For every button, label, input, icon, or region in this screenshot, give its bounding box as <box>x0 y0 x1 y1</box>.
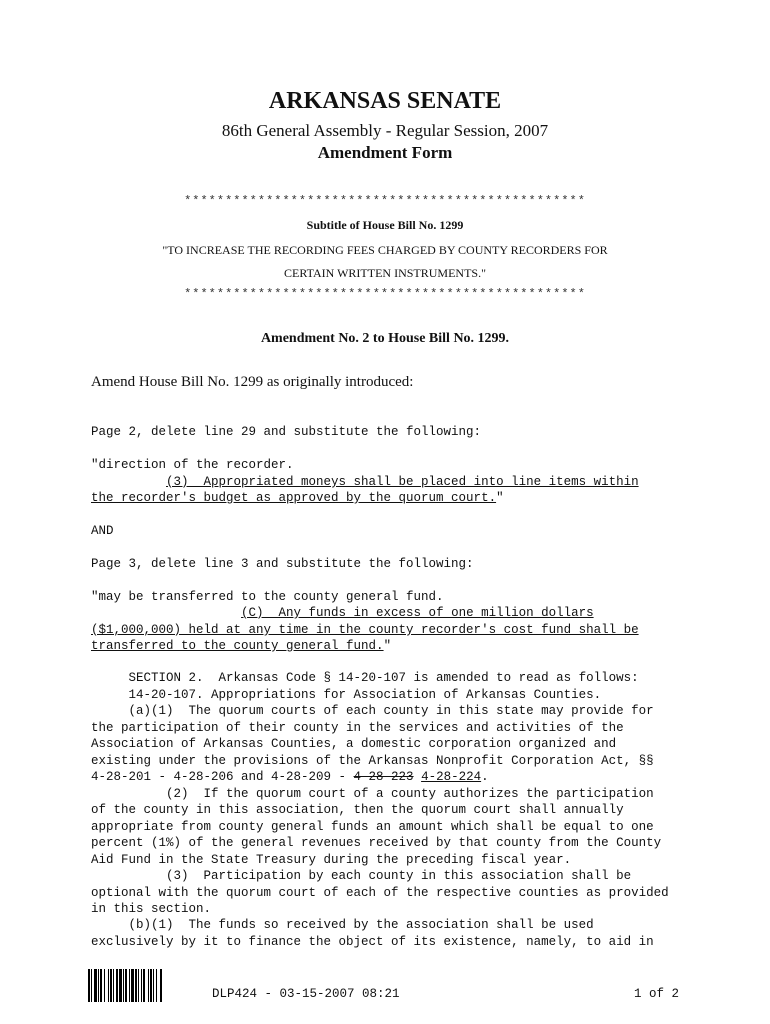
body-line <box>91 606 594 620</box>
amend-intro: Amend House Bill No. 1299 as originally introduced: <box>91 374 414 390</box>
subtitle-line-1: "TO INCREASE THE RECORDING FEES CHARGED BY COUNTY RECORDERS FOR <box>162 243 608 257</box>
deleted-text: 4-28-223 <box>353 770 414 784</box>
session-line: 86th General Assembly - Regular Session, 2007 <box>221 121 549 140</box>
body-line: (3) Participation by each county in this association shall be <box>91 869 632 883</box>
body-line: the participation of their county in the services and activities of the <box>91 721 624 735</box>
body-line: Aid Fund in the State Treasury during the preceding fiscal year. <box>91 853 572 867</box>
body-line: Association of Arkansas Counties, a domestic corporation organized and <box>91 737 617 751</box>
inserted-text: the recorder's budget as approved by the quorum court. <box>91 491 497 505</box>
body-line: SECTION 2. Arkansas Code § 14-20-107 is amended to read as follows: <box>91 671 639 685</box>
body-line: optional with the quorum court of each of the respective counties as provided <box>91 886 669 900</box>
subtitle-text <box>0 239 770 285</box>
body-line: 14-20-107. Appropriations for Association of Arkansas Counties. <box>91 688 602 702</box>
star-divider-bottom: ************************************************* <box>184 287 586 301</box>
inserted-text: (3) Appropriated moneys shall be placed into line items within <box>166 475 639 489</box>
body-line: appropriate from county general funds an amount which shall be equal to one <box>91 820 654 834</box>
body-line: "may be transferred to the county general fund. <box>91 590 444 604</box>
star-divider-top: ************************************************* <box>184 194 586 208</box>
space <box>414 770 422 784</box>
page-number: 1 of 2 <box>634 987 680 1001</box>
amendment-number: Amendment No. 2 to House Bill No. 1299. <box>260 331 510 346</box>
body-line: ($1,000,000) held at any time in the county recorder's cost fund shall be <box>91 623 639 637</box>
indent <box>91 475 166 489</box>
footer-document-code: DLP424 - 03-15-2007 08:21 <box>212 987 400 1001</box>
body-line: AND <box>91 524 114 538</box>
closing-quote: " <box>496 491 504 505</box>
body-line <box>91 475 639 489</box>
body-line: percent (1%) of the general revenues received by that county from the County <box>91 836 662 850</box>
inserted-text: 4-28-224 <box>421 770 482 784</box>
body-line: (2) If the quorum court of a county authorizes the participation <box>91 787 654 801</box>
body-line <box>91 770 489 784</box>
body-line <box>91 491 504 505</box>
subtitle-line-2: CERTAIN WRITTEN INSTRUMENTS." <box>284 266 486 280</box>
closing-quote: " <box>383 639 392 653</box>
period: . <box>481 770 489 784</box>
subtitle-label: Subtitle of House Bill No. 1299 <box>306 218 464 232</box>
indent <box>91 606 241 620</box>
barcode-icon <box>88 969 200 1002</box>
body-line: (a)(1) The quorum courts of each county in this state may provide for <box>91 704 654 718</box>
body-line: of the county in this association, then the quorum court shall annually <box>91 803 624 817</box>
body-line: Page 3, delete line 3 and substitute the following: <box>91 557 474 571</box>
inserted-text: transferred to the county general fund. <box>91 639 384 653</box>
body-line: exclusively by it to finance the object of its existence, namely, to aid in <box>91 935 654 949</box>
body-line: "direction of the recorder. <box>91 458 294 472</box>
body-line: in this section. <box>91 902 212 916</box>
body-line <box>91 639 391 653</box>
form-name: Amendment Form <box>317 143 453 162</box>
body-line: (b)(1) The funds so received by the association shall be used <box>91 918 594 932</box>
text: 4-28-201 - 4-28-206 and 4-28-209 - <box>91 770 354 784</box>
inserted-text: (C) Any funds in excess of one million dollars <box>241 606 594 620</box>
page-title: ARKANSAS SENATE <box>268 88 502 114</box>
body-line: existing under the provisions of the Arkansas Nonprofit Corporation Act, §§ <box>91 754 654 768</box>
body-line: Page 2, delete line 29 and substitute the following: <box>91 425 482 439</box>
